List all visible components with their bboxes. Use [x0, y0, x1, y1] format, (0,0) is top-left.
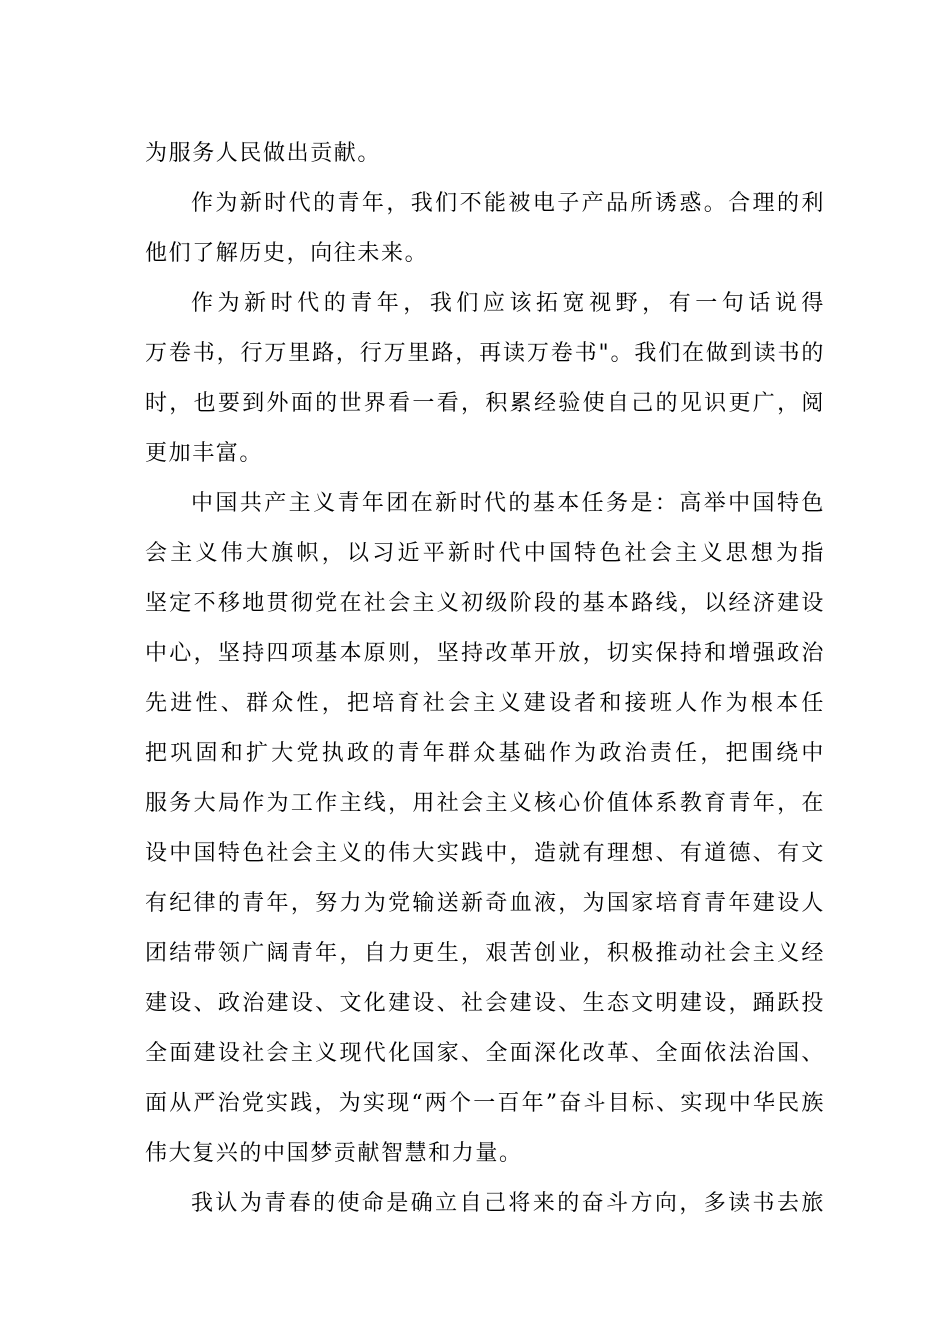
text-line: 建设、政治建设、文化建设、社会建设、生态文明建设，踊跃投: [145, 991, 825, 1016]
text-line: 先进性、群众性，把培育社会主义建设者和接班人作为根本任: [145, 691, 825, 716]
text-line: 服务大局作为工作主线，用社会主义核心价值体系教育青年，在: [145, 791, 825, 816]
text-line: 有纪律的青年，努力为党输送新奇血液，为国家培育青年建设人: [145, 891, 825, 916]
text-line: 设中国特色社会主义的伟大实践中，造就有理想、有道德、有文: [145, 841, 825, 866]
text-line: 他们了解历史，向往未来。: [145, 241, 429, 266]
text-line: 为服务人民做出贡献。: [145, 141, 382, 166]
text-line: 万卷书，行万里路，行万里路，再读万卷书"。我们在做到读书的: [145, 341, 825, 366]
paragraph-first-line: 我认为青春的使命是确立自己将来的奋斗方向，多读书去旅: [191, 1191, 825, 1216]
text-line: 面从严治党实践，为实现“两个一百年”奋斗目标、实现中华民族: [145, 1091, 825, 1116]
text-line: 伟大复兴的中国梦贡献智慧和力量。: [145, 1141, 523, 1166]
text-line: 把巩固和扩大党执政的青年群众基础作为政治责任，把围绕中: [145, 741, 825, 766]
text-line: 全面建设社会主义现代化国家、全面深化改革、全面依法治国、: [145, 1041, 825, 1066]
text-line: 更加丰富。: [145, 441, 264, 466]
paragraph-first-line: 中国共产主义青年团在新时代的基本任务是：高举中国特色: [191, 491, 825, 516]
text-line: 中心，坚持四项基本原则，坚持改革开放，切实保持和增强政治: [145, 641, 825, 666]
text-line: 团结带领广阔青年，自力更生，艰苦创业，积极推动社会主义经: [145, 941, 825, 966]
document-body: [145, 129, 825, 1229]
paragraph-first-line: 作为新时代的青年，我们不能被电子产品所诱惑。合理的利: [191, 191, 825, 216]
text-line: 坚定不移地贯彻党在社会主义初级阶段的基本路线，以经济建设: [145, 591, 825, 616]
paragraph-first-line: 作为新时代的青年，我们应该拓宽视野，有一句话说得: [191, 291, 825, 316]
text-line: 时，也要到外面的世界看一看，积累经验使自己的见识更广，阅: [145, 391, 825, 416]
text-line: 会主义伟大旗帜，以习近平新时代中国特色社会主义思想为指: [145, 541, 825, 566]
